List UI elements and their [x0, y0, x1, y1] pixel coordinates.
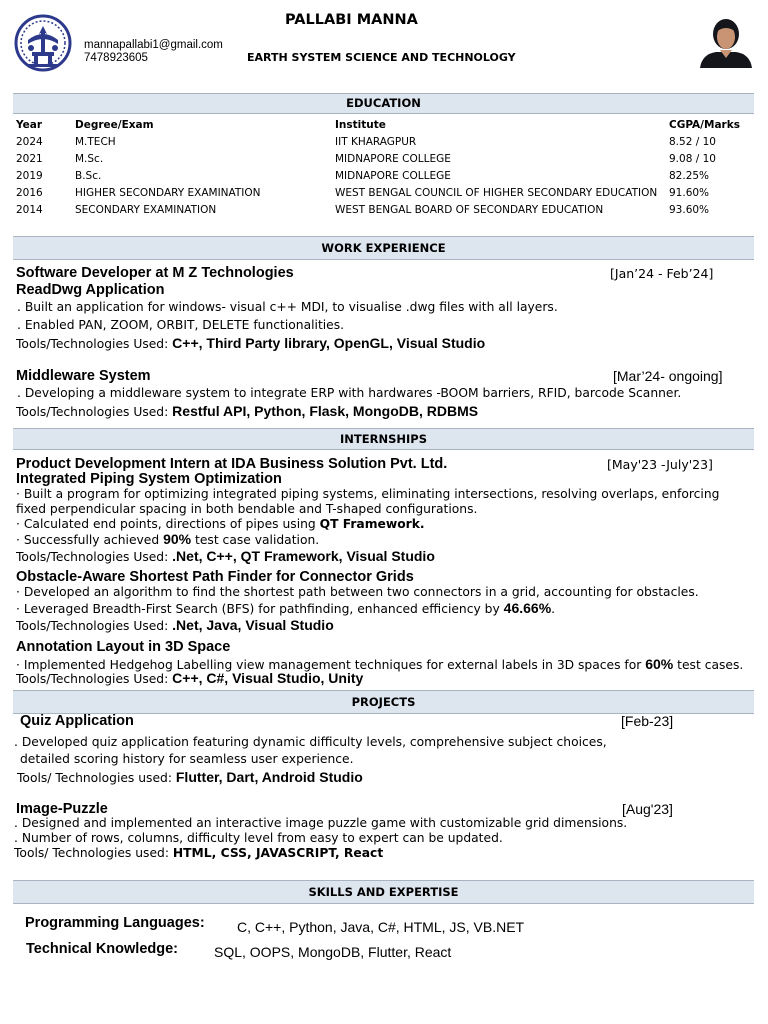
skills-heading: SKILLS AND EXPERTISE	[13, 880, 754, 904]
intern-p3-title: Annotation Layout in 3D Space	[16, 639, 231, 655]
intern-p3-line1: · Implemented Hedgehog Labelling view management techniques for external labels in 3D spaces for 60% test cases.	[16, 656, 744, 672]
job1-line1: . Built an application for windows- visual c++ MDI, to visualise .dwg files with all layers.	[17, 300, 558, 314]
department: EARTH SYSTEM SCIENCE AND TECHNOLOGY	[247, 51, 516, 64]
project2-line2: . Number of rows, columns, difficulty level from easy to expert can be updated.	[14, 831, 503, 845]
table-cell: 9.08 / 10	[669, 153, 716, 165]
project2-line1: . Designed and implemented an interactive image puzzle game with customizable grid dimensions.	[14, 816, 628, 830]
table-cell: WEST BENGAL BOARD OF SECONDARY EDUCATION	[335, 204, 604, 216]
intern-p2-line1: · Developed an algorithm to find the shortest path between two connectors in a grid, accounting for obstacles.	[16, 585, 699, 599]
table-cell: 2024	[16, 136, 43, 148]
job1-title: Software Developer at M Z Technologies	[16, 265, 294, 281]
table-cell: MIDNAPORE COLLEGE	[335, 170, 451, 182]
project2-title: Image-Puzzle	[16, 801, 108, 817]
job1-tools: Tools/Technologies Used: C++, Third Party library, OpenGL, Visual Studio	[16, 335, 486, 351]
job2-line1: . Developing a middleware system to integrate ERP with hardwares -BOOM barriers, RFID, barcode Scanner.	[17, 386, 682, 400]
table-cell: 2021	[16, 153, 43, 165]
job1-project: ReadDwg Application	[16, 282, 165, 298]
table-cell: 91.60%	[669, 187, 710, 199]
project1-date: [Feb-23]	[621, 713, 674, 729]
table-cell: 8.52 / 10	[669, 136, 716, 148]
table-cell: 2014	[16, 204, 43, 216]
project2-date: [Aug'23]	[622, 801, 673, 817]
project1-line2: detailed scoring history for seamless user experience.	[20, 752, 354, 766]
project2-tools: Tools/ Technologies used: HTML, CSS, JAVASCRIPT, React	[14, 846, 384, 860]
intern-p2-line2: · Leveraged Breadth-First Search (BFS) for pathfinding, enhanced efficiency by 46.66%.	[16, 600, 556, 616]
internships-heading: INTERNSHIPS	[13, 428, 754, 450]
table-cell: 2019	[16, 170, 43, 182]
intern-p3-tools: Tools/Technologies Used: C++, C#, Visual Studio, Unity	[16, 670, 364, 686]
skills-lang-value: C, C++, Python, Java, C#, HTML, JS, VB.NET	[237, 919, 525, 935]
email[interactable]: mannapallabi1@gmail.com	[84, 39, 223, 51]
intern-p1-line4: · Successfully achieved 90% test case validation.	[16, 531, 320, 547]
skills-tech-label: Technical Knowledge:	[26, 941, 179, 957]
project1-tools: Tools/ Technologies used: Flutter, Dart, Android Studio	[17, 769, 363, 785]
profile-photo	[698, 12, 754, 68]
table-cell: MIDNAPORE COLLEGE	[335, 153, 451, 165]
table-cell: SECONDARY EXAMINATION	[75, 204, 217, 216]
intern-p2-title: Obstacle-Aware Shortest Path Finder for Connector Grids	[16, 569, 414, 585]
table-cell: B.Sc.	[75, 170, 102, 182]
table-cell: 93.60%	[669, 204, 710, 216]
table-cell: WEST BENGAL COUNCIL OF HIGHER SECONDARY EDUCATION	[335, 187, 658, 199]
table-cell: HIGHER SECONDARY EXAMINATION	[75, 187, 261, 199]
job2-date: [Mar’24- ongoing]	[613, 368, 723, 384]
institute-logo	[14, 14, 72, 74]
project1-title: Quiz Application	[20, 713, 134, 729]
phone: 7478923605	[84, 52, 148, 64]
job2-tools: Tools/Technologies Used: Restful API, Python, Flask, MongoDB, RDBMS	[16, 403, 479, 419]
job1-date: [Jan’24 - Feb’24]	[610, 266, 714, 281]
intern-p2-tools: Tools/Technologies Used: .Net, Java, Visual Studio	[16, 617, 334, 633]
intern-p1-tools: Tools/Technologies Used: .Net, C++, QT Framework, Visual Studio	[16, 548, 435, 564]
table-cell: 82.25%	[669, 170, 710, 182]
projects-heading: PROJECTS	[13, 690, 754, 714]
intern-p1-line3: · Calculated end points, directions of pipes using QT Framework.	[16, 517, 425, 531]
project1-line1: . Developed quiz application featuring dynamic difficulty levels, comprehensive subject choices,	[14, 735, 607, 749]
job2-title: Middleware System	[16, 368, 151, 384]
intern-p1-title: Integrated Piping System Optimization	[16, 471, 282, 487]
intern-p1-line2: fixed perpendicular spacing in both bendable and T-shaped configurations.	[16, 502, 478, 516]
education-heading: EDUCATION	[13, 93, 754, 114]
intern-company: Product Development Intern at IDA Business Solution Pvt. Ltd.	[16, 456, 448, 472]
candidate-name: PALLABI MANNA	[285, 12, 418, 28]
col-degree: Degree/Exam	[75, 119, 154, 131]
col-institute: Institute	[335, 119, 386, 131]
job1-line2: . Enabled PAN, ZOOM, ORBIT, DELETE functionalities.	[17, 318, 345, 332]
skills-lang-label: Programming Languages:	[25, 915, 205, 931]
table-cell: 2016	[16, 187, 43, 199]
intern-p1-line1: · Built a program for optimizing integrated piping systems, eliminating intersections, resolving overlaps, enforcing	[16, 487, 720, 501]
work-heading: WORK EXPERIENCE	[13, 236, 754, 260]
skills-tech-value: SQL, OOPS, MongoDB, Flutter, React	[214, 944, 452, 960]
intern-date: [May'23 -July'23]	[607, 457, 713, 472]
col-year: Year	[16, 119, 43, 131]
table-cell: IIT KHARAGPUR	[335, 136, 417, 148]
col-marks: CGPA/Marks	[669, 119, 740, 131]
table-cell: M.TECH	[75, 136, 116, 148]
table-cell: M.Sc.	[75, 153, 104, 165]
